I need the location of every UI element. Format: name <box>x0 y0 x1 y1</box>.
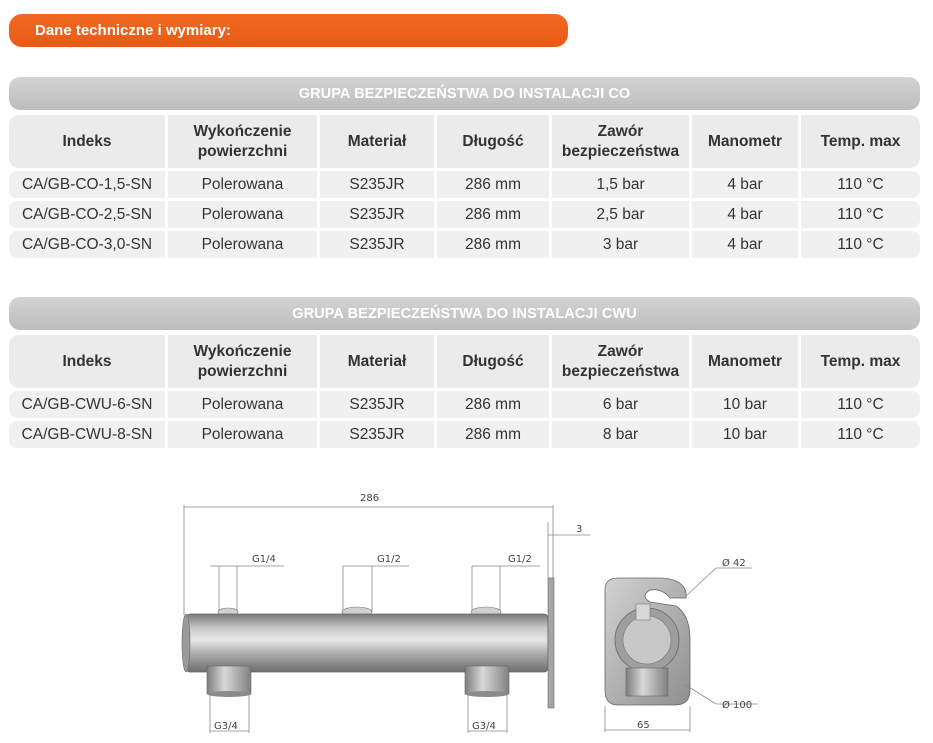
cell-wykonczenie: Polerowana <box>168 421 317 448</box>
column-header-dlugosc: Długość <box>437 115 549 168</box>
cell-temp: 110 °C <box>801 421 920 448</box>
bottom-port-2 <box>465 666 509 694</box>
column-header-material: Materiał <box>320 115 434 168</box>
cell-dlugosc: 286 mm <box>437 391 549 418</box>
side-view-pipe-inner <box>623 616 671 664</box>
cell-wykonczenie: Polerowana <box>168 171 317 198</box>
cell-material: S235JR <box>320 421 434 448</box>
cell-wykonczenie: Polerowana <box>168 201 317 228</box>
cell-indeks: CA/GB-CWU-8-SN <box>9 421 165 448</box>
flange-label: 3 <box>576 524 583 535</box>
cell-dlugosc: 286 mm <box>437 231 549 258</box>
port-label-top-2: G1/2 <box>377 554 401 565</box>
cell-zawor: 6 bar <box>552 391 689 418</box>
side-view-stub <box>626 668 668 696</box>
column-header-zawor: Zawór bezpieczeństwa <box>552 335 689 388</box>
bottom-port-1-end <box>207 691 251 697</box>
cell-temp: 110 °C <box>801 231 920 258</box>
column-header-temp: Temp. max <box>801 115 920 168</box>
table-title-text: GRUPA BEZPIECZEŃSTWA DO INSTALACJI CO <box>298 85 631 102</box>
diameter-outer-label: Ø 100 <box>722 700 753 711</box>
side-view-top-port <box>636 604 650 620</box>
cell-wykonczenie: Polerowana <box>168 391 317 418</box>
cell-indeks: CA/GB-CO-3,0-SN <box>9 231 165 258</box>
column-header-temp: Temp. max <box>801 335 920 388</box>
cell-dlugosc: 286 mm <box>437 171 549 198</box>
column-header-manometr: Manometr <box>692 335 798 388</box>
cell-manometr: 10 bar <box>692 391 798 418</box>
top-port-leaders <box>210 566 540 612</box>
bottom-port-2-end <box>465 691 509 697</box>
cell-indeks: CA/GB-CO-1,5-SN <box>9 171 165 198</box>
cell-temp: 110 °C <box>801 391 920 418</box>
column-header-dlugosc: Długość <box>437 335 549 388</box>
cell-dlugosc: 286 mm <box>437 201 549 228</box>
cell-zawor: 3 bar <box>552 231 689 258</box>
cell-indeks: CA/GB-CWU-6-SN <box>9 391 165 418</box>
cell-material: S235JR <box>320 231 434 258</box>
table-title-text: GRUPA BEZPIECZEŃSTWA DO INSTALACJI CWU <box>292 305 637 322</box>
column-header-material: Materiał <box>320 335 434 388</box>
bottom-port-leaders <box>210 695 507 733</box>
port-label-top-3: G1/2 <box>508 554 532 565</box>
cell-temp: 110 °C <box>801 171 920 198</box>
column-header-indeks: Indeks <box>9 335 165 388</box>
pipe-end-cap <box>182 614 190 672</box>
manifold-pipe <box>186 614 548 672</box>
cell-material: S235JR <box>320 201 434 228</box>
bracket-width-label: 65 <box>637 720 650 731</box>
cell-wykonczenie: Polerowana <box>168 231 317 258</box>
cell-manometr: 4 bar <box>692 171 798 198</box>
length-dimension <box>184 505 553 615</box>
cell-manometr: 4 bar <box>692 201 798 228</box>
port-label-bottom-2: G3/4 <box>472 721 496 732</box>
column-header-indeks: Indeks <box>9 115 165 168</box>
diameter-inner-label: Ø 42 <box>722 558 746 569</box>
banner-title: Dane techniczne i wymiary: <box>35 22 231 39</box>
column-header-wykonczenie: Wykończenie powierzchni <box>168 335 317 388</box>
cell-zawor: 1,5 bar <box>552 171 689 198</box>
cell-material: S235JR <box>320 391 434 418</box>
cell-dlugosc: 286 mm <box>437 421 549 448</box>
cell-zawor: 8 bar <box>552 421 689 448</box>
column-header-wykonczenie: Wykończenie powierzchni <box>168 115 317 168</box>
cell-temp: 110 °C <box>801 201 920 228</box>
cell-manometr: 4 bar <box>692 231 798 258</box>
cell-manometr: 10 bar <box>692 421 798 448</box>
flange-dimension <box>548 522 590 578</box>
cell-zawor: 2,5 bar <box>552 201 689 228</box>
column-header-manometr: Manometr <box>692 115 798 168</box>
mounting-flange <box>548 578 554 708</box>
length-label: 286 <box>360 493 380 504</box>
bottom-port-1 <box>207 666 251 694</box>
cell-indeks: CA/GB-CO-2,5-SN <box>9 201 165 228</box>
port-label-top-1: G1/4 <box>252 554 276 565</box>
port-label-bottom-1: G3/4 <box>214 721 238 732</box>
cell-material: S235JR <box>320 171 434 198</box>
column-header-zawor: Zawór bezpieczeństwa <box>552 115 689 168</box>
